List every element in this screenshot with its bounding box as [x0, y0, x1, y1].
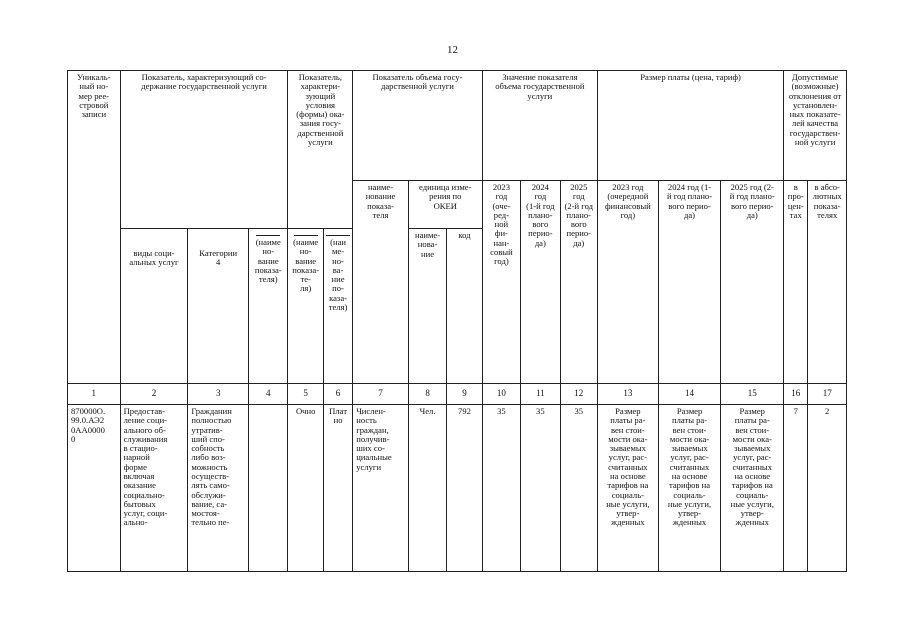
header-row-1: [68, 71, 847, 181]
column-number: 1: [68, 384, 121, 405]
payment-cell: Плат но: [323, 405, 352, 572]
header-year-2024: 2024 год (1-й год плано- вого перио- да): [521, 181, 560, 384]
column-number-row: [68, 384, 847, 405]
header-absolute: в абсо- лютных показа- телях: [808, 181, 847, 384]
value-2024-cell: 35: [521, 405, 560, 572]
deviation-absolute-cell: 2: [808, 405, 847, 572]
column-number: 8: [408, 384, 446, 405]
column-number: 9: [447, 384, 482, 405]
header-price: Размер платы (цена, тариф): [598, 71, 784, 181]
blank-indicator-cell: [249, 405, 288, 572]
form-cell: Очно: [288, 405, 323, 572]
header-category: Категории 4: [188, 229, 249, 384]
column-number: 7: [353, 384, 409, 405]
category-cell: Гражданин полностью утратив- ший спо- собность либо воз- можность осуществ- лять само- обслужи- вание, са- мостоя- тельно пе-: [188, 405, 249, 572]
header-price-2023: 2023 год (очередной финансовый год): [598, 181, 659, 384]
volume-indicator-cell: Числен- ность граждан, получив- ших со- циальные услуги: [353, 405, 409, 572]
header-okei-name: наиме- нова- ние: [408, 229, 446, 384]
header-volume: Показатель объема госу- дарственной услуги: [353, 71, 482, 181]
header-year-2025: 2025 год (2-й год плано- вого перио- да): [560, 181, 597, 384]
header-price-2025: 2025 год (2- й год плано- вого перио- да): [721, 181, 784, 384]
column-number: 13: [598, 384, 659, 405]
service-content-cell: Предостав- ление соци- ального об- служивания в стацио- нарной форме включая оказание социально- бытовых услуг, соци- ально-: [120, 405, 188, 572]
value-2025-cell: 35: [560, 405, 597, 572]
header-reg-number: Уникаль- ный но- мер рее- стровой записи: [68, 71, 121, 384]
column-number: 11: [521, 384, 560, 405]
column-number: 12: [560, 384, 597, 405]
header-blank-indicator-3: (наи ме- но- ва- ние по- каза- теля): [323, 229, 352, 384]
header-blank-indicator-1: (наиме но- вание показа- теля): [249, 229, 288, 384]
service-indicators-table: [67, 70, 847, 572]
column-number: 3: [188, 384, 249, 405]
header-service-kind: виды соци- альных услуг: [120, 229, 188, 384]
header-year-2023: 2023 год (оче- ред- ной фи- нан- совый год): [482, 181, 520, 384]
column-number: 4: [249, 384, 288, 405]
column-number: 14: [658, 384, 721, 405]
registry-number-cell: 870000О. 99.0.АЭ2 0АА0000 0: [68, 405, 121, 572]
header-percent: в про- цен- тах: [784, 181, 808, 384]
column-number: 10: [482, 384, 520, 405]
deviation-percent-cell: 7: [784, 405, 808, 572]
price-2024-cell: Размер платы ра- вен стои- мости ока- зываемых услуг, рас- считанных на основе тарифов на социаль- ные услуги, утвер- жденных: [658, 405, 721, 572]
header-price-2024: 2024 год (1- й год плано- вого перио- да): [658, 181, 721, 384]
header-okei: единица изме- рения по ОКЕИ: [408, 181, 482, 229]
header-deviations: Допустимые (возможные) отклонения от установлен- ных показате- лей качества государствен- ной услуги: [784, 71, 847, 181]
column-number: 2: [120, 384, 188, 405]
header-content: Показатель, характеризующий со- держание государственной услуги: [120, 71, 288, 229]
column-number: 17: [808, 384, 847, 405]
unit-name-cell: Чел.: [408, 405, 446, 572]
value-2023-cell: 35: [482, 405, 520, 572]
column-number: 5: [288, 384, 323, 405]
column-number: 16: [784, 384, 808, 405]
header-volume-values: Значение показателя объема государственной услуги: [482, 71, 597, 181]
unit-code-cell: 792: [447, 405, 482, 572]
price-2025-cell: Размер платы ра- вен стои- мости ока- зываемых услуг, рас- считанных на основе тарифов на социаль- ные услуги, утвер- жденных: [721, 405, 784, 572]
price-2023-cell: Размер платы ра- вен стои- мости ока- зываемых услуг, рас- считанных на основе тарифов на социаль- ные услуги, утвер- жденных: [598, 405, 659, 572]
header-conditions: Показатель, характери- зующий условия (формы) ока- зания госу- дарственной услуги: [288, 71, 353, 229]
column-number: 6: [323, 384, 352, 405]
header-indicator-name: наиме- нование показа- теля: [353, 181, 409, 384]
page-number: 12: [447, 44, 458, 56]
column-number: 15: [721, 384, 784, 405]
header-okei-code: код: [447, 229, 482, 384]
header-blank-indicator-2: (наиме но- вание показа- те- ля): [288, 229, 323, 384]
table-row: [68, 405, 847, 572]
